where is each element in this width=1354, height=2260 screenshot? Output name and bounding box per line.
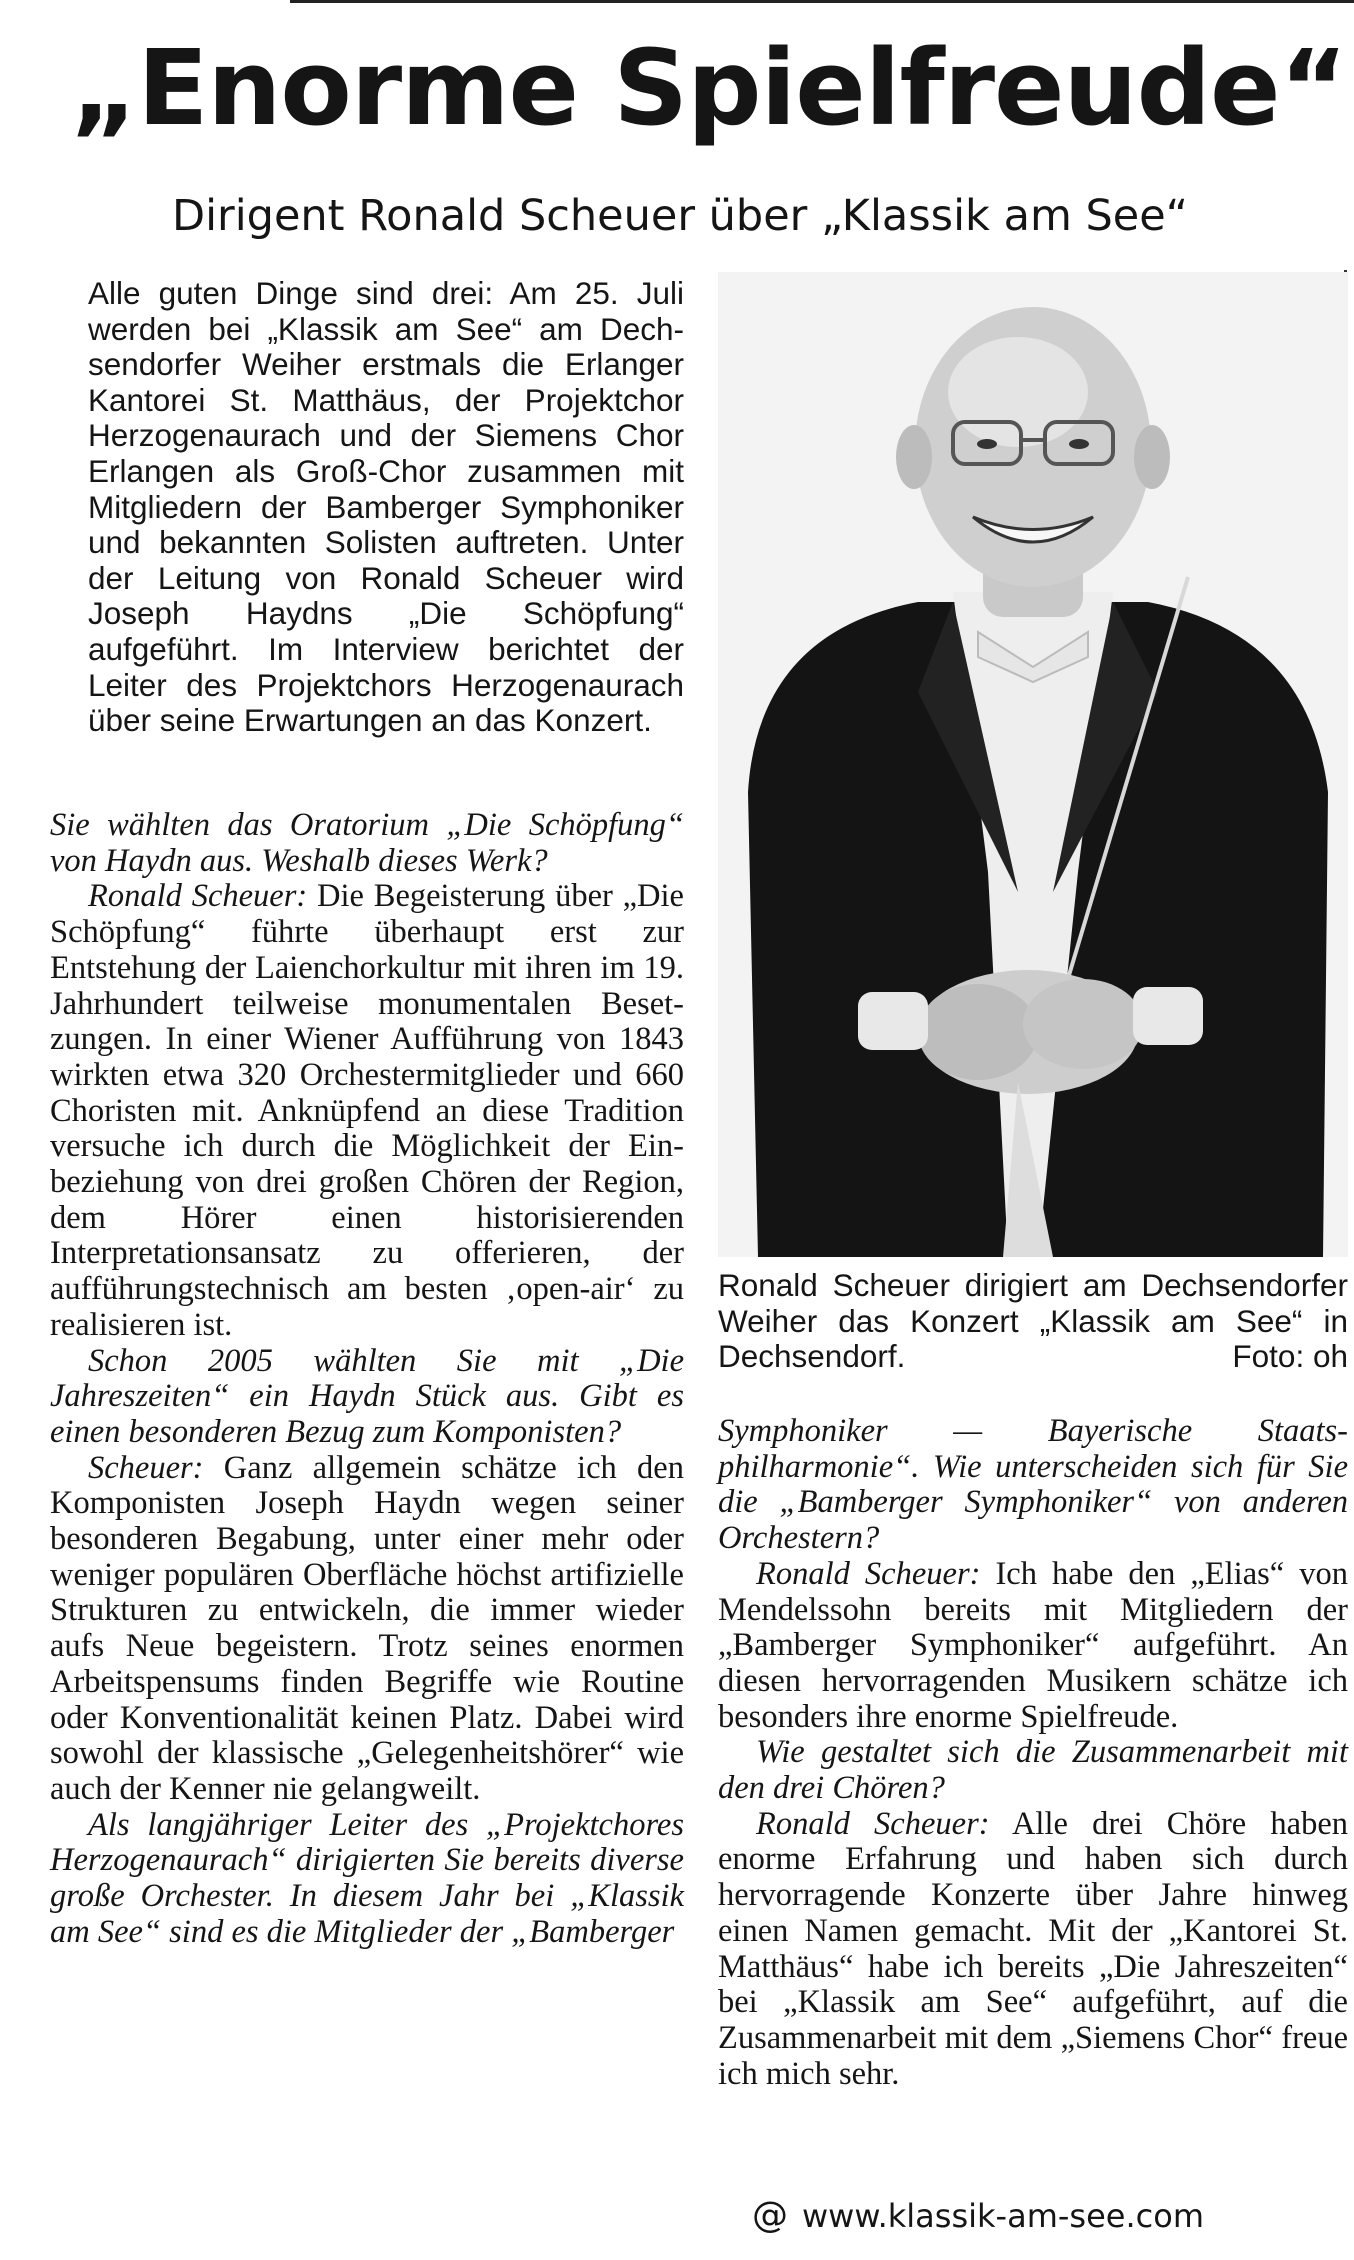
website-link[interactable]: www.klassik-am-see.com (802, 2197, 1204, 2235)
answer-1 (50, 879, 684, 1343)
answer-3-text: Ich habe den „Elias“ von Mendelssohn bereits mit Mitgliedern der „Bamberger Symphoniker“ aufgeführt. An diesen hervorragenden Musikern schätze ich besonders ihre enorme Spielfreude. (718, 1555, 1348, 1735)
caption-text: Ronald Scheuer dirigiert am Dechsendorfer Weiher das Konzert „Klassik am See“ in Dechsendorf. (718, 1267, 1348, 1374)
question-3-end: Symphoniker — Bayerische Staatsphilharmonie“. Wie unterscheiden sich für Sie die „Bamberger Symphoniker“ von anderen Orchestern? (718, 1413, 1348, 1557)
website-footer (752, 2196, 1312, 2236)
question-3-start: Als langjähriger Leiter des „Projektchores Herzogenaurach“ dirigierten Sie bereits diverse große Orchester. In diesem Jahr bei „Klassik am See“ sind es die Mitglieder der „Bamberger (50, 1806, 684, 1950)
portrait-illustration (718, 272, 1348, 1257)
headline: „Enorme Spielfreude“ (70, 27, 1347, 149)
answer-4 (718, 1807, 1348, 2093)
answer-2-text: Ganz allgemein schätze ich den Komponisten Joseph Haydn wegen seiner besonderen Begabung, unter einer mehr oder weniger populären Oberfläche höchst artifizielle Strukturen zu entwickeln, die immer wieder aufs Neue begeistern. Trotz seines enormen Arbeitspensums finden Begriffe wie Routine oder Konventionalität keinen Platz. Dabei wird sowohl der klassische „Gelegenheitshörer“ wie auch der Kenner nie gelangweilt. (50, 1449, 684, 1807)
question-1: Sie wählten das Oratorium „Die Schöpfung“ von Haydn aus. Weshalb dieses Werk? (50, 807, 684, 879)
answer-3 (718, 1557, 1348, 1736)
answer-2 (50, 1451, 684, 1808)
question-2: Schon 2005 wählten Sie mit „Die Jahreszeiten“ ein Haydn Stück aus. Gibt es einen besonderen Bezug zum Komponisten? (50, 1342, 684, 1450)
answer-1-text: Die Begeisterung über „Die Schöpfung“ führte überhaupt erst zur Entstehung der Laienchorkultur mit ihren im 19. Jahrhundert teilweise monumentalen Besetzungen. In einer Wiener Aufführung von 1843 wirkten etwa 320 Orchestermitglieder und 660 Choristen mit. Anknüpfend an diese Tradition versuche ich durch die Möglichkeit der Einbeziehung von drei großen Chören der Region, dem Hörer einen historisierenden Interpretationsansatz zu offerieren, der aufführungstechnisch am besten ‚open-air‘ zu realisieren ist. (50, 878, 684, 1343)
question-4: Wie gestaltet sich die Zusammenarbeit mit den drei Chören? (718, 1734, 1348, 1807)
photo-caption (718, 1268, 1348, 1375)
top-rule (290, 0, 1354, 3)
at-icon: @ (752, 2195, 788, 2236)
portrait-photo (718, 272, 1348, 1257)
article-column-right (718, 1414, 1348, 2092)
answer-1-speaker: Ronald Scheuer: (88, 878, 308, 915)
answer-4-speaker: Ronald Scheuer: (756, 1805, 990, 1842)
subheadline: Dirigent Ronald Scheuer über „Klassik am See“ (172, 191, 1188, 241)
article-column-left (50, 808, 684, 1951)
answer-2-speaker: Scheuer: (88, 1449, 204, 1486)
answer-3-speaker: Ronald Scheuer: (756, 1555, 981, 1592)
answer-4-text: Alle drei Chöre haben enorme Erfahrung und haben sich durch hervorragende Konzerte über Jahre hinweg einen Namen gemacht. Mit der „Kantorei St. Matthäus“ habe ich bereits „Die Jahreszeiten“ bei „Klassik am See“ aufgeführt, auf die Zusammenarbeit mit dem „Siemens Chor“ freue ich mich sehr. (718, 1805, 1348, 2092)
intro-paragraph: Alle guten Dinge sind drei: Am 25. Juli werden bei „Klassik am See“ am Dechsendorfer Weiher erstmals die Erlanger Kantorei St. Matthäus, der Projektchor Herzogenaurach und der Siemens Chor Erlangen als Groß-Chor zusammen mit Mitgliedern der Bamberger Symphoniker und bekannten Solisten auftreten. Unter der Leitung von Ronald Scheuer wird Joseph Haydns „Die Schöpfung“ aufgeführt. Im Interview berichtet der Leiter des Projektchors Herzogenaurach über seine Erwartungen an das Konzert. (88, 275, 684, 739)
photo-credit: Foto: oh (1232, 1338, 1348, 1374)
